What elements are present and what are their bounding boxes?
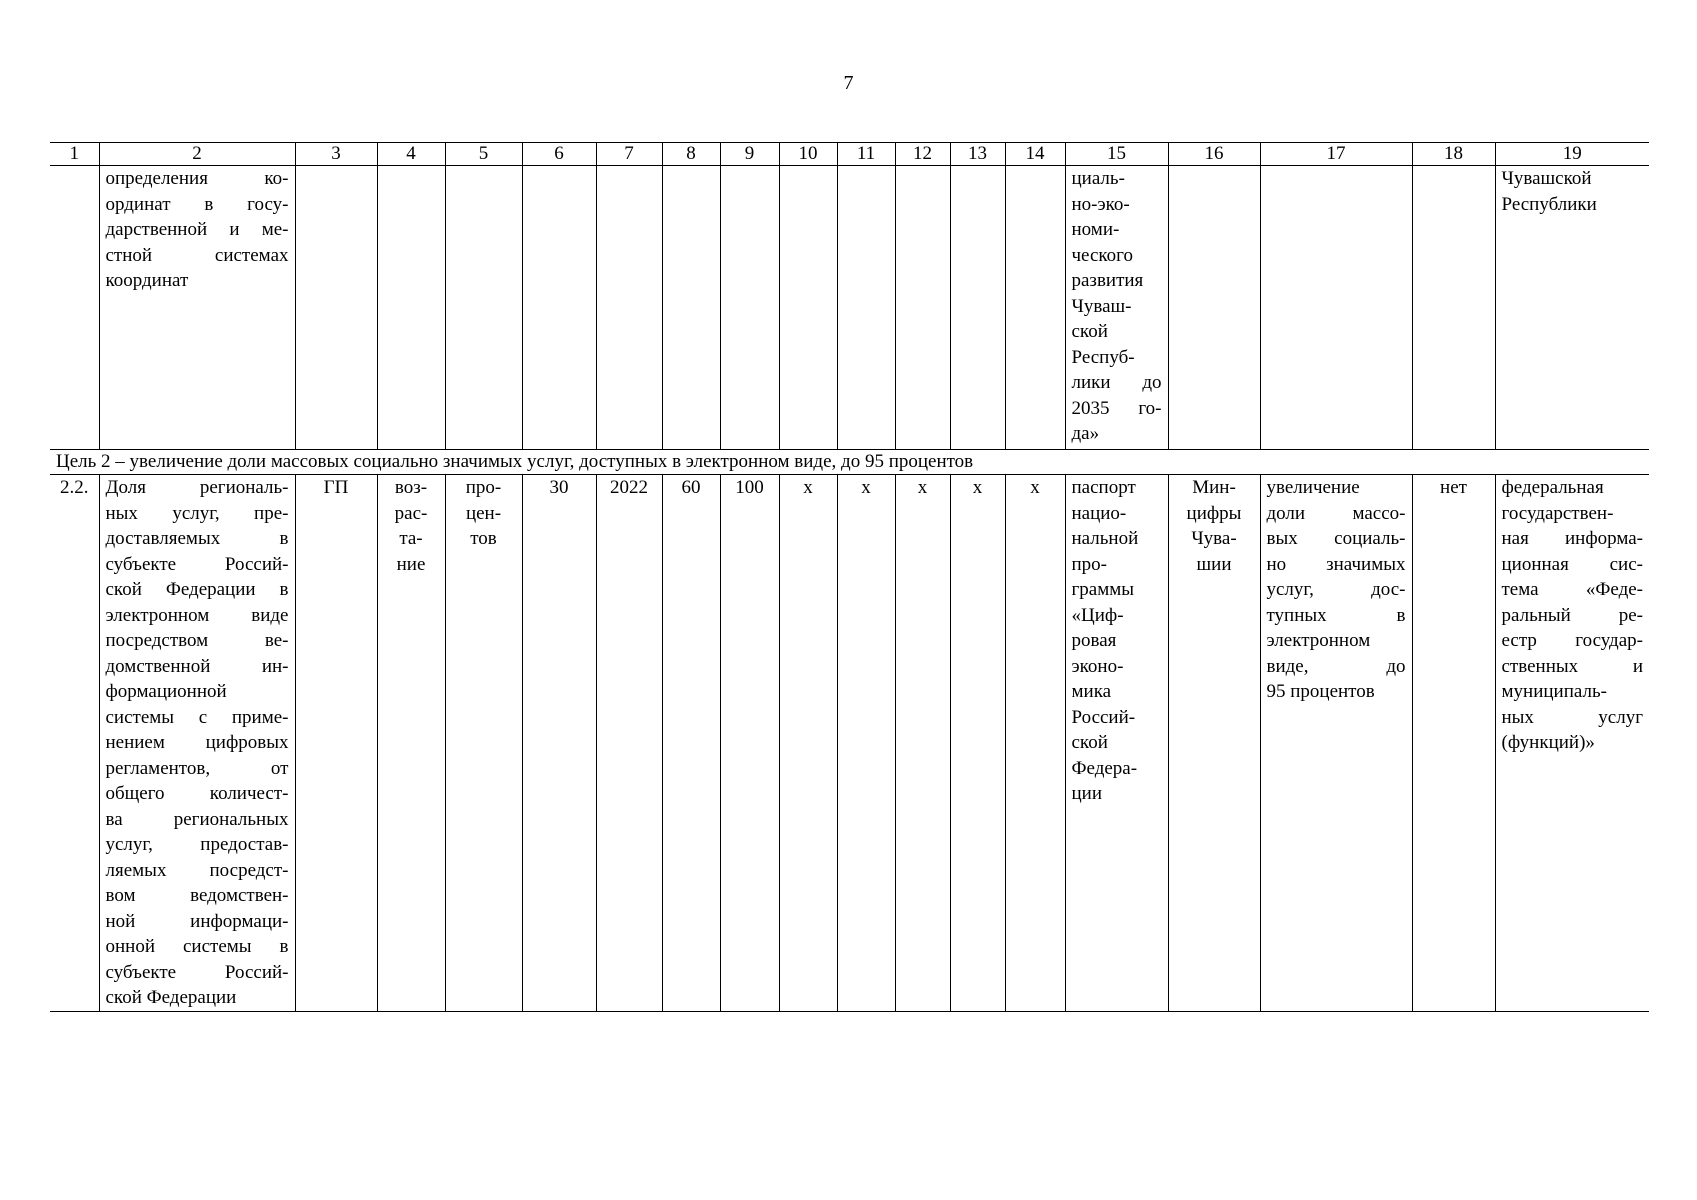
cell-empty xyxy=(1005,166,1065,450)
cell-value: x xyxy=(950,475,1005,1012)
cell-value: x xyxy=(837,475,895,1012)
header-cell: 19 xyxy=(1495,143,1649,166)
cell-line: дарственной и ме- xyxy=(105,219,289,240)
cell-line: мика xyxy=(1071,681,1112,702)
cell-line: паспорт xyxy=(1071,477,1136,498)
cell-line: ва региональных xyxy=(105,808,289,830)
cell-line: 95 процентов xyxy=(1266,681,1375,702)
cell-line: цифры xyxy=(1186,502,1242,524)
cell-empty xyxy=(445,166,522,450)
cell-line: граммы xyxy=(1071,579,1135,600)
cell-num xyxy=(50,166,99,450)
table-row-continued xyxy=(50,166,1649,450)
cell-line: ординат в госу- xyxy=(105,193,289,215)
cell-line: ровая xyxy=(1071,630,1117,651)
cell-line: тов xyxy=(470,528,497,549)
cell-line: ской Федерации в xyxy=(105,579,289,600)
cell-line: регламентов, от xyxy=(105,757,289,779)
cell-line: да» xyxy=(1071,423,1100,444)
cell-line: субъекте Россий- xyxy=(105,961,289,983)
cell-line: федеральная xyxy=(1501,477,1604,498)
cell-line: услуг, дос- xyxy=(1266,579,1406,600)
cell-empty xyxy=(837,166,895,450)
cell-line: рас- xyxy=(394,502,428,524)
cell-value: 100 xyxy=(720,475,779,1012)
cell-indicator-name xyxy=(99,166,295,450)
header-row xyxy=(50,143,1649,166)
cell-line: тупных в xyxy=(1266,604,1406,626)
cell-line: воз- xyxy=(394,477,428,498)
cell-line: эконо- xyxy=(1071,655,1124,677)
cell-line: государствен- xyxy=(1501,502,1614,524)
cell-line: ционная сис- xyxy=(1501,553,1643,575)
goal-row xyxy=(50,450,1649,475)
cell-line: Доля региональ- xyxy=(105,477,289,498)
page-number: 7 xyxy=(843,72,854,94)
indicators-table xyxy=(50,142,1649,1012)
cell-line: тема «Феде- xyxy=(1501,579,1643,600)
cell-empty xyxy=(950,166,1005,450)
header-cell: 1 xyxy=(50,143,99,166)
header-cell: 10 xyxy=(779,143,837,166)
cell-line: определения ко- xyxy=(105,168,289,189)
header-cell: 6 xyxy=(522,143,596,166)
header-cell: 11 xyxy=(837,143,895,166)
cell-empty xyxy=(596,166,662,450)
cell-empty xyxy=(779,166,837,450)
cell-line: доставляемых в xyxy=(105,528,289,549)
cell-indicator-name xyxy=(99,475,295,1012)
cell-line: ческого xyxy=(1071,244,1133,266)
cell-line: муниципаль- xyxy=(1501,681,1607,702)
cell-line: ской xyxy=(1071,732,1108,753)
cell-line: услуг, предостав- xyxy=(105,834,289,855)
cell-empty xyxy=(1168,166,1260,450)
cell-empty xyxy=(662,166,720,450)
cell-line: естр государ- xyxy=(1501,630,1643,651)
cell-line: (функций)» xyxy=(1501,732,1595,753)
header-cell: 4 xyxy=(377,143,445,166)
cell-line: стной системах xyxy=(105,244,289,266)
cell-line: Респуб- xyxy=(1071,346,1135,368)
cell-direction xyxy=(377,475,445,1012)
cell-line: системы с приме- xyxy=(105,706,289,728)
cell-empty xyxy=(895,166,950,450)
cell-document xyxy=(1065,475,1168,1012)
cell-line: «Циф- xyxy=(1071,604,1124,626)
cell-base-year: 2022 xyxy=(596,475,662,1012)
cell-line: Чувашской xyxy=(1501,168,1592,189)
cell-line: Мин- xyxy=(1192,477,1236,498)
cell-line: номи- xyxy=(1071,219,1120,240)
cell-line: нением цифровых xyxy=(105,732,289,753)
cell-line: нальной xyxy=(1071,528,1139,549)
cell-line: Республики xyxy=(1501,193,1597,215)
cell-line: доли массо- xyxy=(1266,502,1406,524)
cell-system xyxy=(1495,475,1649,1012)
header-cell: 8 xyxy=(662,143,720,166)
header-cell: 14 xyxy=(1005,143,1065,166)
header-cell: 17 xyxy=(1260,143,1412,166)
cell-line: вых социаль- xyxy=(1266,528,1406,549)
cell-empty xyxy=(522,166,596,450)
table-row-2-2 xyxy=(50,475,1649,1012)
cell-line: электронном xyxy=(1266,630,1371,651)
cell-empty xyxy=(377,166,445,450)
cell-line: ных услуг xyxy=(1501,706,1643,728)
cell-empty xyxy=(720,166,779,450)
cell-line: развития xyxy=(1071,270,1144,291)
cell-line: ной информаци- xyxy=(105,910,289,932)
cell-line: ской xyxy=(1071,321,1108,342)
cell-line: посредством ве- xyxy=(105,630,289,651)
cell-line: шии xyxy=(1196,553,1232,575)
cell-line: ции xyxy=(1071,783,1103,804)
cell-line: циаль- xyxy=(1071,168,1125,189)
cell-line: вом ведомствен- xyxy=(105,885,289,906)
cell-line: Чуваш- xyxy=(1071,295,1132,317)
cell-line: та- xyxy=(399,528,423,549)
cell-link xyxy=(1260,475,1412,1012)
cell-line: ние xyxy=(396,553,426,575)
cell-value: x xyxy=(779,475,837,1012)
cell-line: ской Федерации xyxy=(105,987,237,1008)
header-cell: 16 xyxy=(1168,143,1260,166)
cell-line: лики до xyxy=(1071,372,1162,393)
cell-line: общего количест- xyxy=(105,783,289,804)
cell-num: 2.2. xyxy=(50,475,99,1012)
cell-line: координат xyxy=(105,270,189,291)
header-cell: 5 xyxy=(445,143,522,166)
cell-line: субъекте Россий- xyxy=(105,553,289,575)
cell-line: виде, до xyxy=(1266,655,1406,677)
cell-line: домственной ин- xyxy=(105,655,289,677)
cell-line: Федера- xyxy=(1071,757,1138,779)
cell-line: цен- xyxy=(465,502,502,524)
cell-document xyxy=(1065,166,1168,450)
cell-line: ральный ре- xyxy=(1501,604,1643,626)
cell-base-value: 30 xyxy=(522,475,596,1012)
cell-line: ная информа- xyxy=(1501,528,1643,549)
cell-line: Чува- xyxy=(1191,528,1237,549)
header-cell: 13 xyxy=(950,143,1005,166)
header-cell: 7 xyxy=(596,143,662,166)
cell-line: ственных и xyxy=(1501,655,1643,677)
cell-line: ляемых посредст- xyxy=(105,859,289,881)
cell-type: ГП xyxy=(295,475,377,1012)
header-cell: 12 xyxy=(895,143,950,166)
cell-empty xyxy=(1412,166,1495,450)
header-cell: 9 xyxy=(720,143,779,166)
header-cell: 2 xyxy=(99,143,295,166)
goal-heading: Цель 2 – увеличение доли массовых социально значимых услуг, доступных в электронном виде, до 95 процентов xyxy=(50,450,1649,475)
cell-line: формационной xyxy=(105,681,227,702)
cell-line: но-эко- xyxy=(1071,193,1130,215)
cell-flag: нет xyxy=(1412,475,1495,1012)
cell-line: электронном виде xyxy=(105,604,289,626)
cell-line: ных услуг, пре- xyxy=(105,502,289,524)
cell-empty xyxy=(295,166,377,450)
cell-responsible xyxy=(1168,475,1260,1012)
cell-line: Россий- xyxy=(1071,706,1136,728)
cell-line: 2035 го- xyxy=(1071,397,1162,419)
cell-line: но значимых xyxy=(1266,553,1406,575)
cell-value: x xyxy=(895,475,950,1012)
cell-unit xyxy=(445,475,522,1012)
header-cell: 3 xyxy=(295,143,377,166)
header-cell: 18 xyxy=(1412,143,1495,166)
cell-line: про- xyxy=(1071,553,1107,575)
cell-line: увеличение xyxy=(1266,477,1360,498)
cell-value: x xyxy=(1005,475,1065,1012)
cell-line: про- xyxy=(465,477,502,498)
cell-empty xyxy=(1260,166,1412,450)
header-cell: 15 xyxy=(1065,143,1168,166)
cell-value: 60 xyxy=(662,475,720,1012)
cell-line: нацио- xyxy=(1071,502,1127,524)
cell-system xyxy=(1495,166,1649,450)
cell-line: онной системы в xyxy=(105,936,289,957)
